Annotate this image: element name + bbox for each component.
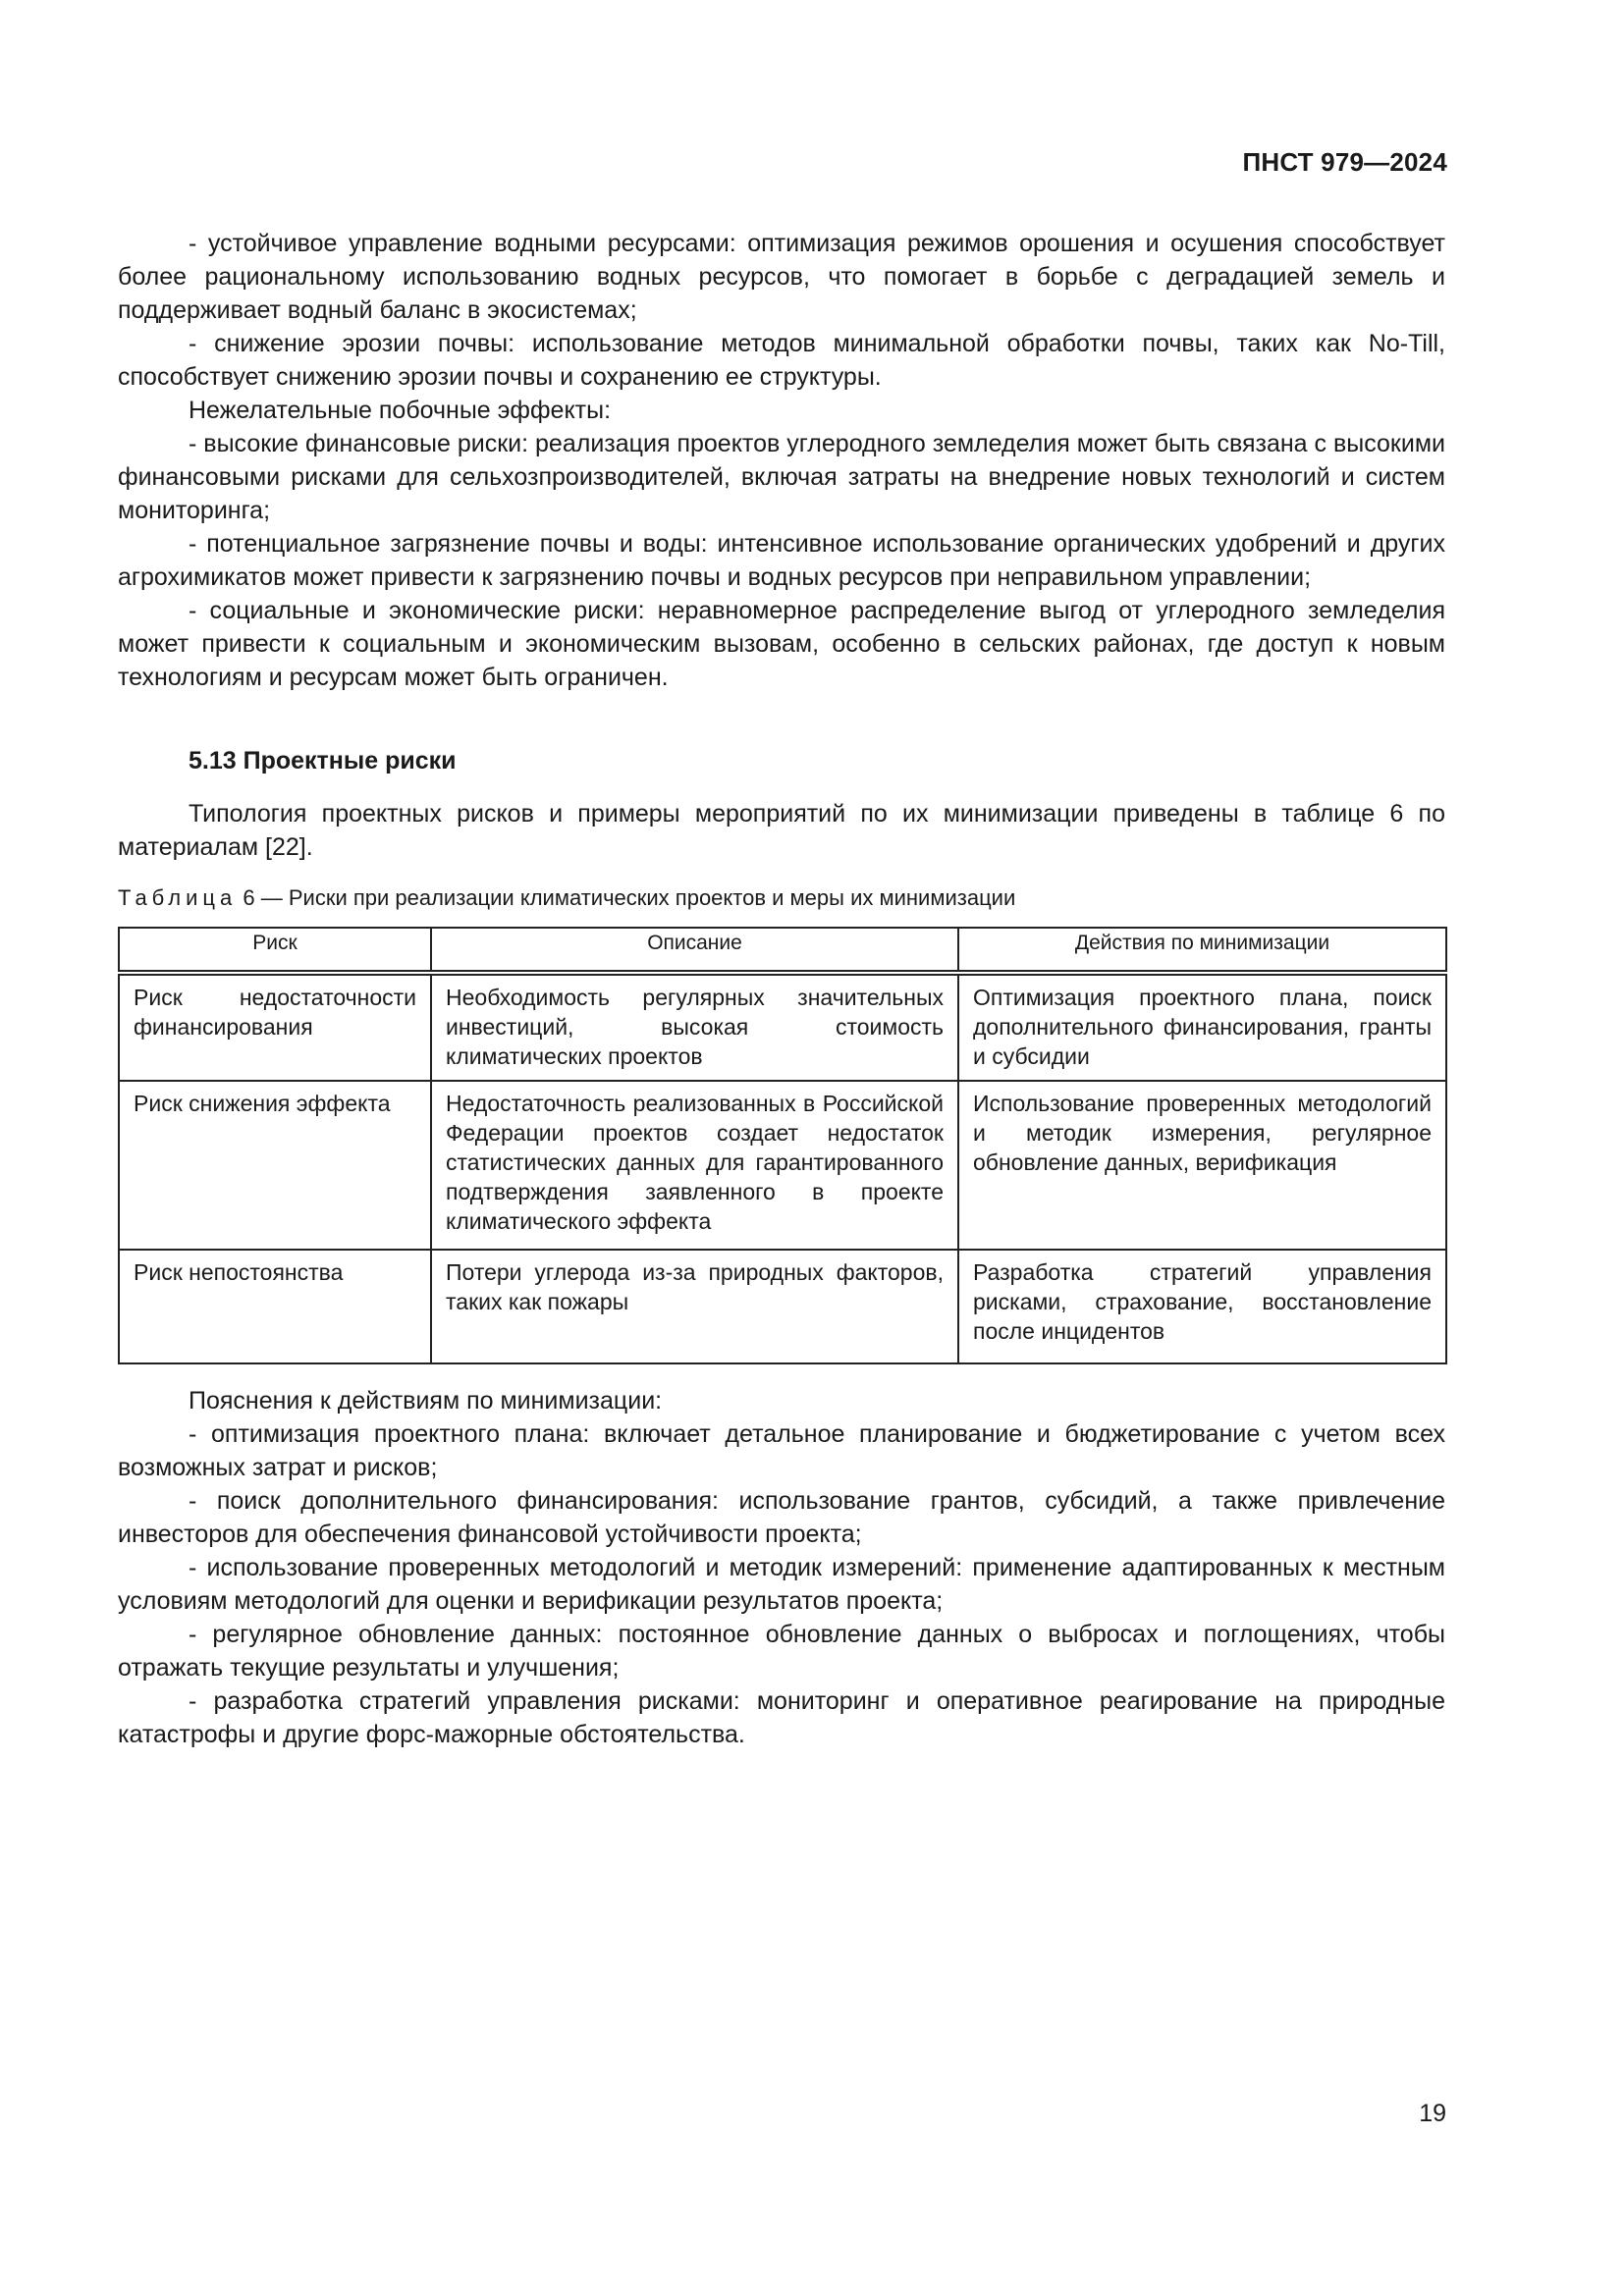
table-row: [119, 1250, 1446, 1363]
risk-table: [118, 927, 1447, 1364]
table-cell: Разработка стратегий управления рисками, страхование, восстановление после инцидентов: [958, 1250, 1446, 1363]
table-header-row: [119, 928, 1446, 973]
page-number: 19: [1419, 2100, 1446, 2127]
paragraph: - поиск дополнительного финансирования: использование грантов, субсидий, а также привлечение инвесторов для обеспечения финансовой устойчивости проекта;: [118, 1487, 1445, 1548]
paragraph: - социальные и экономические риски: неравномерное распределение выгод от углеродного земледелия может привести к социальным и экономическим вызовам, особенно в сельских районах, где доступ к новым технологиям и ресурсам может быть ограничен.: [118, 597, 1445, 691]
table-cell: Необходимость регулярных значительных инвестиций, высокая стоимость климатических проектов: [431, 973, 958, 1081]
table-row: [119, 1081, 1446, 1250]
table-cell: Риск непостоянства: [119, 1250, 431, 1363]
paragraph: - оптимизация проектного плана: включает детальное планирование и бюджетирование с учетом всех возможных затрат и рисков;: [118, 1420, 1445, 1481]
table-cell: Оптимизация проектного плана, поиск дополнительного финансирования, гранты и субсидии: [958, 973, 1446, 1081]
paragraph: - использование проверенных методологий и методик измерений: применение адаптированных к местным условиям методологий для оценки и верификации результатов проекта;: [118, 1554, 1445, 1615]
paragraph: Нежелательные побочные эффекты:: [189, 397, 612, 424]
top-text-block: [118, 227, 1445, 694]
table-caption: [118, 885, 1015, 911]
section-intro-block: [118, 797, 1445, 864]
section-heading: 5.13 Проектные риски: [189, 747, 457, 774]
paragraph: - устойчивое управление водными ресурсами: оптимизация режимов орошения и осушения способствует более рациональному использованию водных ресурсов, что помогает в борьбе с деградацией земель и поддерживает водный баланс в экосистемах;: [118, 230, 1445, 324]
column-header-risk: Риск: [119, 928, 431, 973]
paragraph: Пояснения к действиям по минимизации:: [189, 1387, 663, 1415]
table-cell: Недостаточность реализованных в Российской Федерации проектов создает недостаток статистических данных для гарантированного подтверждения заявленного в проекте климатического эффекта: [431, 1081, 958, 1250]
paragraph: - снижение эрозии почвы: использование методов минимальной обработки почвы, таких как No-Till, способствует снижению эрозии почвы и сохранению ее структуры.: [118, 330, 1445, 391]
paragraph: - потенциальное загрязнение почвы и воды: интенсивное использование органических удобрений и других агрохимикатов может привести к загрязнению почвы и водных ресурсов при неправильном управлении;: [118, 530, 1445, 591]
table-cell: Использование проверенных методологий и методик измерения, регулярное обновление данных, верификация: [958, 1081, 1446, 1250]
column-header-description: Описание: [431, 928, 958, 973]
table-cell: Риск недостаточности финансирования: [119, 973, 431, 1081]
section-intro: Типология проектных рисков и примеры мероприятий по их минимизации приведены в таблице 6 по материалам [22].: [118, 800, 1445, 861]
paragraph: - высокие финансовые риски: реализация проектов углеродного земледелия может быть связана с высокими финансовыми рисками для сельхозпроизводителей, включая затраты на внедрение новых технологий и систем мониторинга;: [118, 430, 1445, 524]
table-cell: Потери углерода из-за природных факторов, таких как пожары: [431, 1250, 958, 1363]
column-header-actions: Действия по минимизации: [958, 928, 1446, 973]
table-cell: Риск снижения эффекта: [119, 1081, 431, 1250]
table-caption-label: Таблица: [118, 885, 238, 910]
bottom-text-block: [118, 1384, 1445, 1751]
standard-number: ПНСТ 979—2024: [1242, 147, 1447, 177]
paragraph: - регулярное обновление данных: постоянное обновление данных о выбросах и поглощениях, чтобы отражать текущие результаты и улучшения;: [118, 1621, 1445, 1682]
paragraph: - разработка стратегий управления рисками: мониторинг и оперативное реагирование на природные катастрофы и другие форс-мажорные обстоятельства.: [118, 1687, 1445, 1748]
table-caption-text: 6 — Риски при реализации климатических проектов и меры их минимизации: [243, 885, 1016, 910]
table-row: [119, 973, 1446, 1081]
